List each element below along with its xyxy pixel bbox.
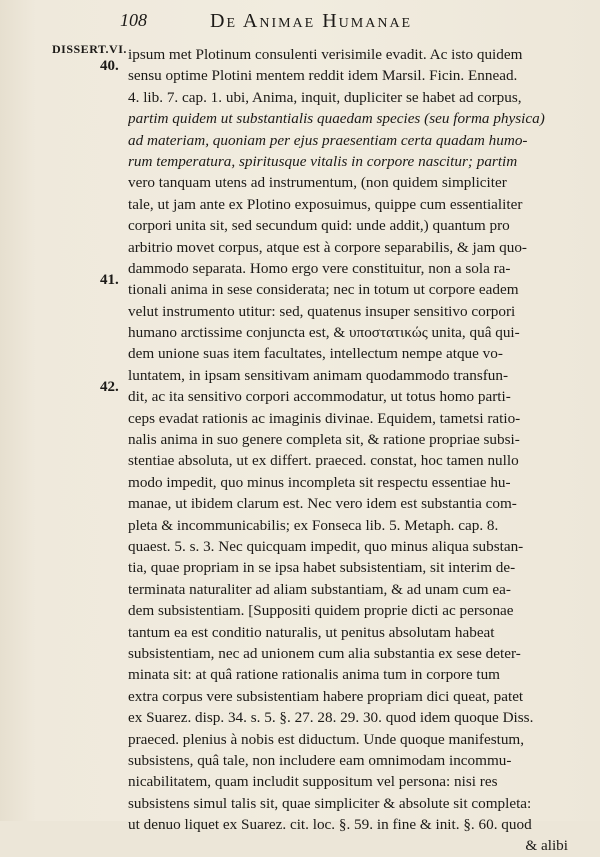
text-line: vero tanquam utens ad instrumentum, (non quidem simpliciter (128, 174, 507, 192)
catchword: & alibi (525, 837, 568, 855)
text-line: subsistens, quâ tale, non includere eam omnimodam incommu- (128, 751, 512, 769)
text-line: tia, quae propriam in se ipsa habet subsistentiam, sit interim de- (128, 559, 516, 577)
text-line: ut denuo liquet ex Suarez. cit. loc. §. 59. in fine & init. §. 60. quod (128, 816, 532, 834)
text-line: dem subsistentiam. [Suppositi quidem proprie dicti ac personae (128, 602, 514, 620)
text-line: ceps evadat rationis ac imaginis divinae. Equidem, tametsi ratio- (128, 409, 521, 427)
text-line: corpori unita sit, sed secundum quid: unde addit,) quantum pro (128, 217, 510, 235)
margin-number: 41. (100, 272, 119, 288)
text-line: dammodo separata. Homo ergo vere constituitur, non a sola ra- (128, 259, 511, 277)
text-line: tale, ut jam ante ex Plotino exposuimus, quippe cum essentialiter (128, 195, 523, 213)
text-line: quaest. 5. s. 3. Nec quicquam impedit, quo minus aliqua substan- (128, 537, 524, 555)
text-line: dem unione suas item facultates, intellectum nempe atque vo- (128, 345, 503, 363)
text-line: ipsum met Plotinum consulenti verisimile evadit. Ac isto quidem (128, 46, 523, 63)
text-line: 4. lib. 7. cap. 1. ubi, Anima, inquit, dupliciter se habet ad corpus, (128, 88, 522, 106)
text-line: modo impedit, quo minus incompleta sit respectu essentiae hu- (128, 473, 511, 491)
page-number: 108 (120, 10, 147, 30)
text-line: rum temperatura, spiritusque vitalis in corpore nascitur; partim (128, 152, 518, 170)
margin-label: DISSERT.VI. (52, 42, 127, 56)
text-line: nalis anima in suo genere completa sit, & ratione propriae subsi- (128, 431, 520, 449)
text-line: pleta & incommunicabilis; ex Fonseca lib. 5. Metaph. cap. 8. (128, 516, 499, 534)
text-line: sensu optime Plotini mentem reddit idem Marsil. Ficin. Ennead. (128, 67, 518, 85)
margin-number: 42. (100, 379, 119, 395)
text-line: subsistens simul talis sit, quae simpliciter & absolute sit completa: (128, 794, 532, 812)
margin-number: 40. (100, 58, 119, 74)
text-line: praeced. plenius à nobis est diductum. Unde quoque manifestum, (128, 730, 525, 748)
text-line: velut instrumento utitur: sed, quatenus insuper sensitivo corpori (128, 302, 516, 320)
text-line: manae, ut ibidem clarum est. Nec vero idem est substantia com- (128, 495, 517, 513)
text-line: ad materiam, quoniam per ejus praesentiam certa quadam humo- (128, 131, 528, 149)
text-line: tionali anima in sese considerata; nec in totum ut corpore eadem (128, 281, 519, 299)
running-title: De Animae Humanae (210, 10, 413, 32)
text-line: stentiae absoluta, ut ex differt. praeced. constat, hoc tamen nullo (128, 452, 519, 470)
text-line: arbitrio movet corpus, atque est à corpore separabilis, & jam quo- (128, 238, 527, 256)
text-line: luntatem, in ipsam sensitivam animam quodammodo transfun- (128, 366, 509, 384)
page-header (120, 10, 570, 38)
text-line: extra corpus vere subsistentiam habere propriam dici queat, patet (128, 687, 524, 705)
text-line: subsistentiam, nec ad unionem cum alia substantia ex sese deter- (128, 644, 521, 662)
text-block (128, 44, 568, 857)
text-line: ex Suarez. disp. 34. s. 5. §. 27. 28. 29. 30. quod idem quoque Diss. (128, 709, 534, 727)
text-line: humano arctissime conjuncta est, & υποστατικώς unita, quâ qui- (128, 324, 520, 342)
text-line: partim quidem ut substantialis quaedam species (seu forma physica) (128, 110, 545, 128)
text-line: dit, ac ita sensitivo corpori accommodatur, ut totus homo parti- (128, 388, 511, 406)
text-line: nicabilitatem, quam includit suppositum vel persona: nisi res (128, 773, 498, 791)
text-line: tantum ea est conditio naturalis, ut penitus absolutam habeat (128, 623, 495, 641)
text-line: terminata naturaliter ad aliam substantiam, & ad unam cum ea- (128, 580, 511, 598)
text-line: minata sit: at quâ ratione rationalis anima tum in corpore tum (128, 666, 500, 684)
